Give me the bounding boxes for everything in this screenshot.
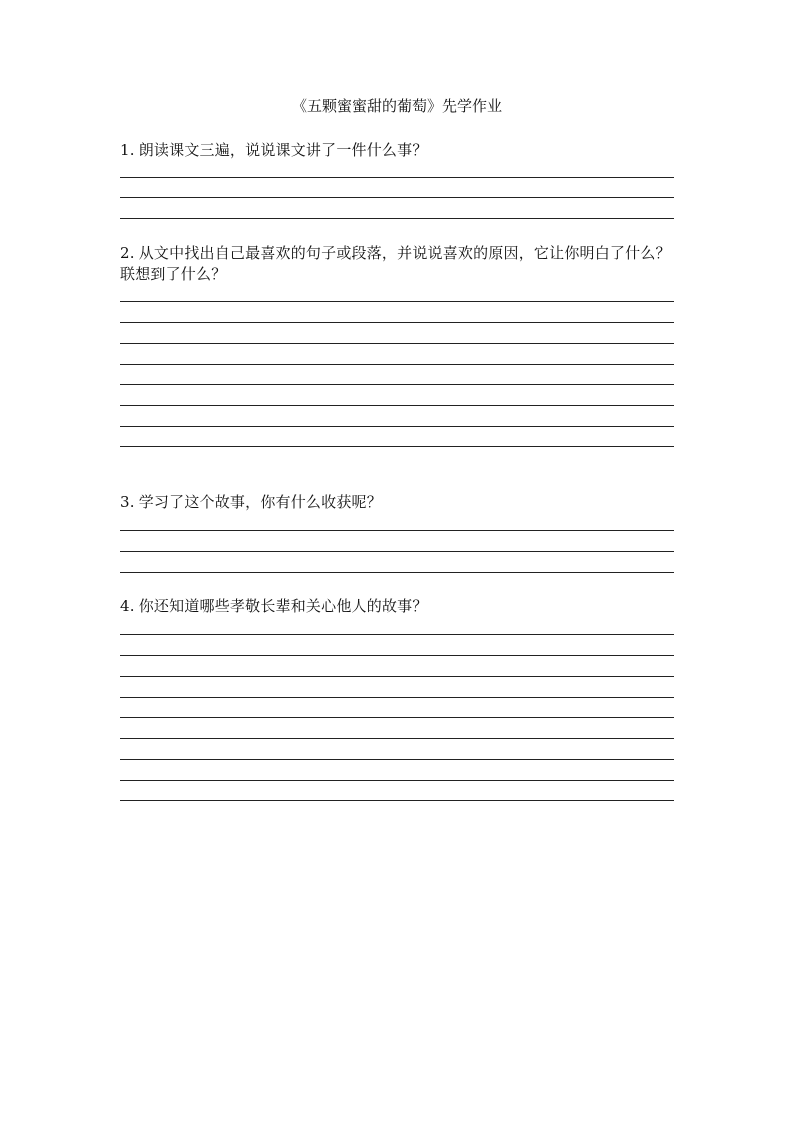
question-3-number: 3.	[120, 493, 135, 511]
answer-line[interactable]	[120, 384, 674, 385]
answer-line[interactable]	[120, 717, 674, 718]
question-3	[120, 492, 675, 513]
question-1-text: 朗读课文三遍，说说课文讲了一件什么事？	[138, 141, 428, 159]
question-3-text: 学习了这个故事，你有什么收获呢？	[138, 493, 382, 511]
answer-line[interactable]	[120, 322, 674, 323]
answer-line[interactable]	[120, 405, 674, 406]
answer-line[interactable]	[120, 697, 674, 698]
answer-line[interactable]	[120, 426, 674, 427]
answer-line[interactable]	[120, 800, 674, 801]
answer-line[interactable]	[120, 197, 674, 198]
answer-line[interactable]	[120, 301, 674, 302]
question-2	[120, 243, 675, 285]
answer-line[interactable]	[120, 364, 674, 365]
answer-line[interactable]	[120, 530, 674, 531]
answer-line[interactable]	[120, 343, 674, 344]
worksheet-title: 《五颗蜜蜜甜的葡萄》先学作业	[291, 97, 502, 115]
question-4-number: 4.	[120, 597, 135, 615]
answer-line[interactable]	[120, 218, 674, 219]
question-1	[120, 140, 675, 161]
answer-line[interactable]	[120, 738, 674, 739]
answer-line[interactable]	[120, 655, 674, 656]
answer-line[interactable]	[120, 177, 674, 178]
answer-line[interactable]	[120, 551, 674, 552]
question-2-number: 2.	[120, 244, 135, 262]
question-2-text: 从文中找出自己最喜欢的句子或段落，并说说喜欢的原因，它让你明白了什么？联想到了什么？	[120, 244, 671, 283]
answer-line[interactable]	[120, 572, 674, 573]
answer-line[interactable]	[120, 446, 674, 447]
question-1-number: 1.	[120, 141, 135, 159]
answer-line[interactable]	[120, 676, 674, 677]
question-4	[120, 596, 675, 617]
answer-line[interactable]	[120, 634, 674, 635]
answer-line[interactable]	[120, 780, 674, 781]
question-4-text: 你还知道哪些孝敬长辈和关心他人的故事？	[138, 597, 428, 615]
answer-line[interactable]	[120, 759, 674, 760]
